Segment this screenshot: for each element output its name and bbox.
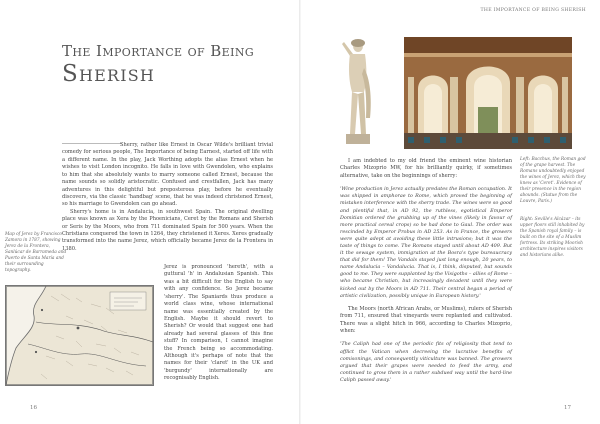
paragraph-1: Sherry, rather like Ernest in Oscar Wilde's brilliant trivial comedy for serious people, The Importance of being Earnest, started off life with a different name. In the play, Jack Worthing adopts the alias Ernest when he wishes to visit London incognito. He falls in love with Gwendolen, who explains to him that she absolutely wants to marry someone called Ernest, because the name sounds so solidly aristocratic. Confused and crestfallen, Jack has many adventures in this delightful but preposterous play, before he eventually discovers, via the classic 'handbag' scene, that he was indeed christened Ernest, so his marriage to Gwendolen can go ahead.	[62, 142, 273, 208]
quote-2: 'The Caliph had one of the periodic fits of religiosity that tend to afflict the Vatican when decreeing the lucrative benefits of comisonings, and consequently viticulture was banned. The growers argued that their grapes were needed to feed the army, and continued to grow them in a rather subdued way until the hard-line Caliph passed away.'	[340, 341, 512, 383]
alcazar-caption: Right: Seville's Alcázar – its upper floors still inhabited by the Spanish royal family – is built on the site of a Muslim fortress. Its striking Moorish architecture inspires visitors and historians alike.	[520, 217, 585, 258]
book-spine	[299, 0, 301, 424]
map-caption: Map of Jerez by Francisco Zamora in 1787, showing Jerez de la Frontera, Sanlúcar de Barrameda and Puerto de Santa María and their surrounding topography.	[5, 232, 67, 273]
paragraph-3: Jerez is pronounced 'hereth', with a guttural 'h' in Andalusian Spanish. This was a bit difficult for the English to say with any confidence. So Jerez became 'sherry'. The Spaniards thus produce a world class wine, whose international name was essentially created by the English. Maybe it should revert to Sherish? Or would that suggest one had already had several glasses of this fine stuff? In comparison, I cannot imagine the French being so accommodating. Although it's perhaps of note that the names for their 'claret' in the UK and 'burgundy' internationally are recognisably English.	[164, 264, 273, 382]
chapter-title-line2: Sherish	[62, 61, 156, 87]
alcazar-image	[404, 37, 572, 149]
statue-image	[336, 38, 380, 150]
page-number-left: 16	[30, 405, 37, 411]
chapter-title-line1: The Importance of Being	[62, 42, 255, 60]
statue-caption: Left: Bacchus, the Roman god of the grape harvest. The Romans undoubtedly enjoyed the wines of Jerez, which they knew as 'Ceret'. Evidence of their presence in the region abounds. (Statue from the Louvre, Paris.)	[520, 157, 586, 204]
map-image	[5, 285, 154, 386]
right-paragraph-2: The Moors (north African Arabs, or Muslims), rulers of Sherish from 711, ensured that vineyards were replanted and cultivated. There was a slight hitch in 966, according to Charles Mizoprio, when:	[340, 305, 512, 335]
paragraph-2: Sherry's home is in Andalucia, in southwest Spain. The original dwelling place was known as Xera by the Phoenicians, Ceret by the Romans and Sherish or Seris by the Moors, who from 711 dominated Spain for 500 years. When the Christians conquered the town in 1264, they christened it Xeres. Xeres gradually transformed into the name Jerez, which officially became Jerez de la Frontera in 1380.	[62, 208, 273, 252]
page-number-right: 17	[564, 405, 571, 411]
quote-1: 'Wine production in Jerez actually predates the Roman occupation. It was shipped in amphorae to Rome, which proved the beginning of mistaken interference with the sherry trade. The wines were so good and plentiful that, in AD 92, the ruthless, egotistical Emperor Domitian ordered the grubbing up of the vines (likely in favour of more practical cereal crops) so he had done to Gaul. The order was rescinded by Emperor Probus in AD 253. As in France, the growers were quite adept at avoiding these little intrusions; but it was the taste of things to come. The Romans stayed until about AD 409. But it the sewage system, immigration at the Bosra's type bureaucracy that did for them! The Vandals stayed just long enough, 20 years, to name Andalucia – Vandalucia. That is, I think, disputed, but sounds good to me. They were supplanted by the Visigoths – allies of Rome – who became Christian, but increasingly decadent until they were kicked out by the Moors in AD 711. Their central began a period of artistic civilization, possibly unique in European history.'	[340, 186, 512, 299]
left-body-text	[62, 142, 273, 253]
right-paragraph-1: I am indebted to my old friend the eminent wine historian Charles Mizoprio MW, for his brilliantly quirky, if sometimes alternative, take on the beginnings of sherry:	[340, 158, 512, 179]
right-body-text	[340, 158, 512, 384]
running-head: THE IMPORTANCE OF BEING SHERISH	[480, 8, 586, 13]
left-body-text-lower	[164, 264, 273, 383]
